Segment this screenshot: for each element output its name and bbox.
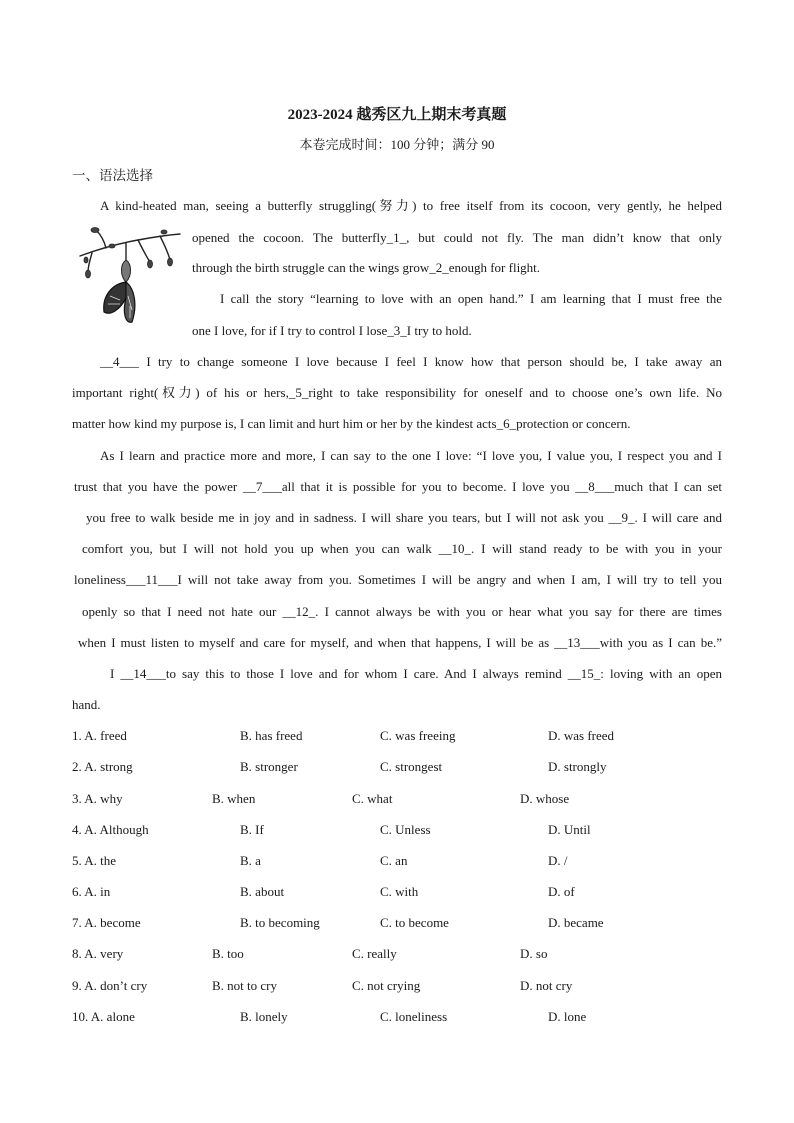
question-number: 4. — [72, 822, 82, 837]
question-2-option-a[interactable] — [72, 759, 133, 775]
question-3-option-b[interactable]: B. when — [212, 791, 256, 806]
passage-line: openly so that I need not hate our __12_. I cannot always be with you or hear what you say for there are times — [82, 604, 722, 619]
question-8-option-c[interactable]: C. really — [352, 946, 397, 961]
passage-line: hand. — [72, 697, 101, 712]
question-7-option-d[interactable]: D. became — [548, 915, 604, 930]
exam-info: 本卷完成时间：100 分钟；满分 90 — [299, 137, 495, 152]
passage-line: opened the cocoon. The butterfly_1_, but could not fly. The man didn’t know that only — [192, 230, 722, 245]
passage-line: you free to walk beside me in joy and in sadness. I will share you tears, but I will not ask you __9_. I will care and — [86, 510, 722, 525]
question-5-option-c[interactable]: C. an — [380, 853, 408, 868]
question-1-option-d[interactable]: D. was freed — [548, 728, 615, 743]
question-number: 7. — [72, 915, 82, 930]
passage-line: I __14___to say this to those I love and for whom I care. And I always remind __15_: loving with an open — [110, 666, 722, 681]
option-text: A. why — [84, 791, 123, 806]
passage-line: important right(权力) of his or hers,_5_right to take responsibility for oneself and to choose one’s own life. No — [72, 385, 722, 400]
option-text: A. in — [84, 884, 111, 899]
question-8-option-b[interactable]: B. too — [212, 946, 244, 961]
question-2-option-c[interactable]: C. strongest — [380, 759, 443, 774]
passage-line: __4___ I try to change someone I love because I feel I know how that person should be, I take away an — [100, 354, 722, 369]
passage-line: matter how kind my purpose is, I can limit and hurt him or her by the kindest acts_6_protection or concern. — [72, 416, 631, 431]
question-9-option-d[interactable]: D. not cry — [520, 978, 573, 993]
passage-line: trust that you have the power __7___all that it is possible for you to become. I love you __8___much that I can set — [74, 479, 722, 494]
question-5-option-a[interactable] — [72, 853, 116, 869]
question-number: 10. — [72, 1009, 89, 1024]
question-9-option-a[interactable] — [72, 978, 147, 994]
question-9-option-b[interactable]: B. not to cry — [212, 978, 277, 993]
option-text: A. very — [84, 946, 124, 961]
option-text: A. alone — [90, 1009, 135, 1024]
passage-line: As I learn and practice more and more, I can say to the one I love: “I love you, I value you, I respect you and I — [100, 448, 722, 463]
question-6-option-c[interactable]: C. with — [380, 884, 419, 899]
question-1-option-b[interactable]: B. has freed — [240, 728, 303, 743]
question-1-option-c[interactable]: C. was freeing — [380, 728, 456, 743]
page-title: 2023-2024 越秀区九上期末考真题 — [287, 107, 507, 123]
option-text: A. freed — [84, 728, 127, 743]
option-text: A. the — [84, 853, 117, 868]
passage-line: one I love, for if I try to control I lose_3_I try to hold. — [192, 323, 472, 338]
question-3-option-c[interactable]: C. what — [352, 791, 393, 806]
passage-line: loneliness___11___I will not take away from you. Sometimes I will be angry and when I am, I will try to tell you — [74, 572, 722, 587]
butterfly-illustration — [76, 226, 184, 328]
question-7-option-c[interactable]: C. to become — [380, 915, 449, 930]
section-heading: 一、语法选择 — [72, 168, 153, 183]
question-1-option-a[interactable] — [72, 728, 127, 744]
question-7-option-b[interactable]: B. to becoming — [240, 915, 320, 930]
question-4-option-b[interactable]: B. If — [240, 822, 264, 837]
question-5-option-d[interactable]: D. / — [548, 853, 568, 868]
question-5-option-b[interactable]: B. a — [240, 853, 261, 868]
question-number: 3. — [72, 791, 82, 806]
question-3-option-d[interactable]: D. whose — [520, 791, 570, 806]
question-number: 1. — [72, 728, 82, 743]
question-number: 8. — [72, 946, 82, 961]
option-text: A. strong — [84, 759, 133, 774]
question-2-option-b[interactable]: B. stronger — [240, 759, 298, 774]
option-text: A. become — [84, 915, 141, 930]
question-6-option-d[interactable]: D. of — [548, 884, 575, 899]
question-number: 6. — [72, 884, 82, 899]
passage-line: I call the story “learning to love with an open hand.” I am learning that I must free the — [220, 291, 722, 306]
option-text: A. don’t cry — [84, 978, 148, 993]
question-10-option-b[interactable]: B. lonely — [240, 1009, 288, 1024]
passage-line: when I must listen to myself and care for myself, and when that happens, I will be as __13___with you as I can be.” — [78, 635, 722, 650]
question-number: 5. — [72, 853, 82, 868]
passage-line: comfort you, but I will not hold you up when you can walk __10_. I will stand ready to be with you in your — [82, 541, 722, 556]
question-4-option-c[interactable]: C. Unless — [380, 822, 431, 837]
question-10-option-a[interactable] — [72, 1009, 135, 1025]
question-9-option-c[interactable]: C. not crying — [352, 978, 421, 993]
question-number: 9. — [72, 978, 82, 993]
passage-line: through the birth struggle can the wings grow_2_enough for flight. — [192, 260, 541, 275]
passage-line: A kind-heated man, seeing a butterfly struggling(努力) to free itself from its cocoon, very gently, he helped — [100, 198, 722, 213]
question-8-option-a[interactable] — [72, 946, 123, 962]
question-10-option-d[interactable]: D. lone — [548, 1009, 587, 1024]
question-10-option-c[interactable]: C. loneliness — [380, 1009, 448, 1024]
question-7-option-a[interactable] — [72, 915, 141, 931]
question-3-option-a[interactable] — [72, 791, 123, 807]
question-6-option-a[interactable] — [72, 884, 110, 900]
question-8-option-d[interactable]: D. so — [520, 946, 548, 961]
question-4-option-a[interactable] — [72, 822, 149, 838]
question-number: 2. — [72, 759, 82, 774]
question-6-option-b[interactable]: B. about — [240, 884, 285, 899]
question-4-option-d[interactable]: D. Until — [548, 822, 591, 837]
question-2-option-d[interactable]: D. strongly — [548, 759, 607, 774]
option-text: A. Although — [84, 822, 149, 837]
